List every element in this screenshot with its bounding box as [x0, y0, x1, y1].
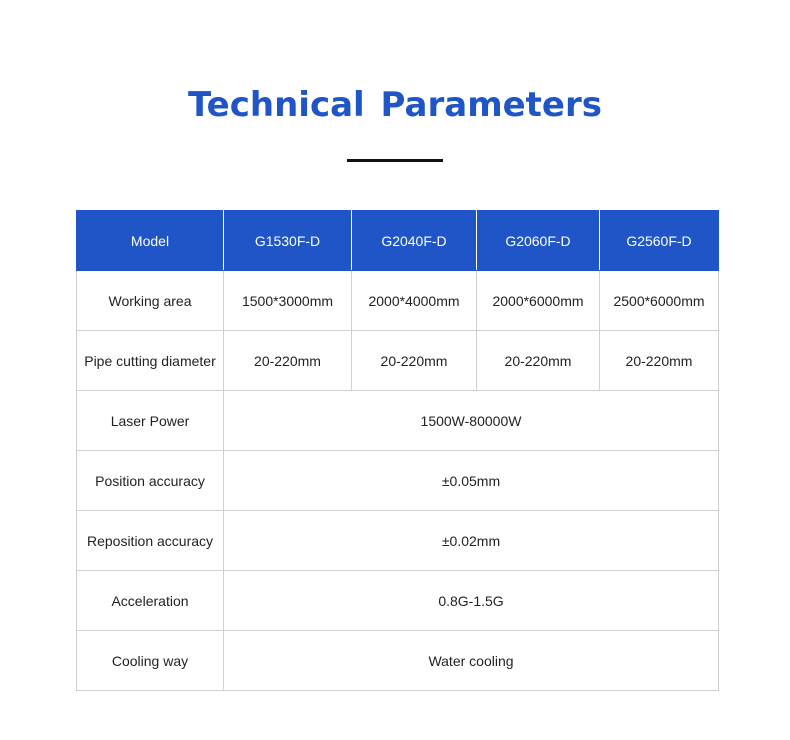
- table-cell: 20-220mm: [477, 331, 600, 391]
- row-label-cooling-way: Cooling way: [77, 631, 224, 691]
- table-cell: 2500*6000mm: [600, 271, 719, 331]
- table-cell: Water cooling: [224, 631, 719, 691]
- parameters-table: [76, 210, 719, 691]
- page-title: Technical Parameters: [187, 85, 602, 125]
- table-cell: 1500*3000mm: [224, 271, 352, 331]
- table-cell: 2000*4000mm: [352, 271, 477, 331]
- table-cell: 20-220mm: [600, 331, 719, 391]
- row-label-pipe-cutting-diameter: Pipe cutting diameter: [77, 331, 224, 391]
- row-label-position-accuracy: Position accuracy: [77, 451, 224, 511]
- table-cell: 0.8G-1.5G: [224, 571, 719, 631]
- row-label-laser-power: Laser Power: [77, 391, 224, 451]
- table-row-working-area: [77, 271, 719, 331]
- table-cell: 20-220mm: [352, 331, 477, 391]
- table-row-acceleration: [77, 571, 719, 631]
- table-cell: ±0.05mm: [224, 451, 719, 511]
- table-cell: 2000*6000mm: [477, 271, 600, 331]
- row-label-acceleration: Acceleration: [77, 571, 224, 631]
- table-header-row: [77, 211, 719, 271]
- table-row-reposition-accuracy: [77, 511, 719, 571]
- header-model-g2060f-d: G2060F-D: [477, 211, 600, 271]
- header-model-g1530f-d: G1530F-D: [224, 211, 352, 271]
- table-row-laser-power: [77, 391, 719, 451]
- header-model-label: Model: [77, 211, 224, 271]
- table-row-position-accuracy: [77, 451, 719, 511]
- row-label-working-area: Working area: [77, 271, 224, 331]
- table-row-pipe-cutting-diameter: [77, 331, 719, 391]
- table-cell: ±0.02mm: [224, 511, 719, 571]
- header-model-g2560f-d: G2560F-D: [600, 211, 719, 271]
- table-cell: 20-220mm: [224, 331, 352, 391]
- table-cell: 1500W-80000W: [224, 391, 719, 451]
- title-underline: [347, 159, 443, 162]
- header-model-g2040f-d: G2040F-D: [352, 211, 477, 271]
- row-label-reposition-accuracy: Reposition accuracy: [77, 511, 224, 571]
- table-row-cooling-way: [77, 631, 719, 691]
